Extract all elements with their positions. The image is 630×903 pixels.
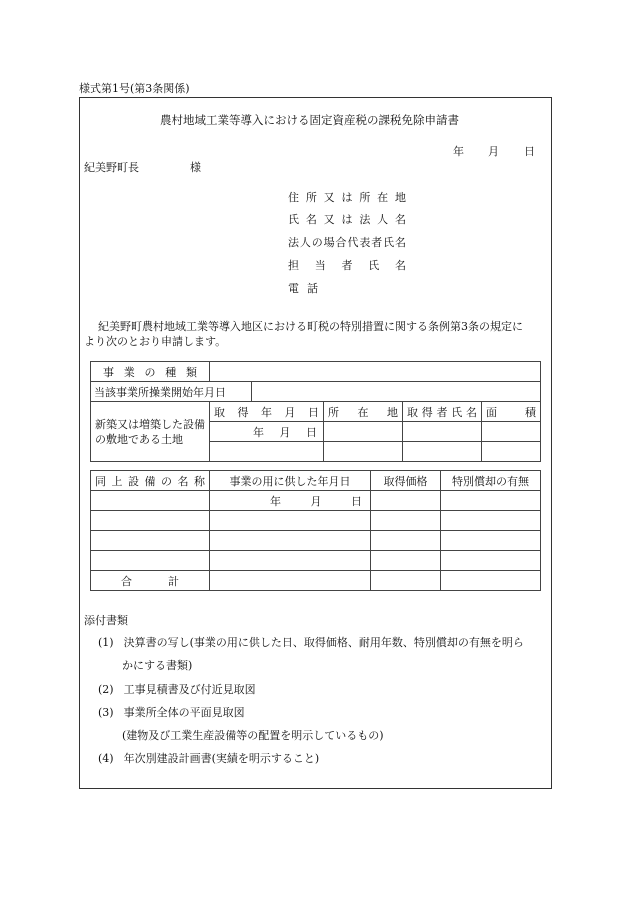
equipment-name-cell[interactable] xyxy=(91,551,210,571)
attachment-text: 決算書の写し(事業の用に供した日、取得価格、耐用年数、特別償却の有無を明ら xyxy=(123,636,524,649)
land-acquirer-cell-2[interactable] xyxy=(403,442,482,462)
business-type-cell[interactable] xyxy=(210,362,541,382)
body-text-line2: より次のとおり申請します。 xyxy=(84,335,227,348)
header-location: 所在地 xyxy=(324,402,403,422)
label-phone[interactable]: 電話 xyxy=(288,282,318,295)
land-date-cell[interactable]: 年 月 日 xyxy=(210,422,324,442)
depreciation-cell[interactable] xyxy=(441,551,541,571)
header-area: 面積 xyxy=(482,402,541,422)
date-year[interactable]: 年 xyxy=(453,145,464,158)
label-representative[interactable]: 法人の場合代表者氏名 xyxy=(288,236,406,249)
service-date-cell[interactable] xyxy=(210,551,371,571)
equipment-name-cell[interactable] xyxy=(91,531,210,551)
start-date-label: 当該事業所操業開始年月日 xyxy=(91,382,252,402)
price-cell[interactable] xyxy=(371,551,441,571)
price-cell[interactable] xyxy=(371,531,441,551)
header-special-depreciation: 特別償却の有無 xyxy=(441,471,541,491)
total-price-cell[interactable] xyxy=(371,571,441,591)
attachment-1 xyxy=(98,634,524,650)
depreciation-cell[interactable] xyxy=(441,531,541,551)
attachment-2 xyxy=(98,681,256,697)
header-acquirer-name: 取得者氏名 xyxy=(403,402,482,422)
total-date-cell[interactable] xyxy=(210,571,371,591)
attachment-number: (3) xyxy=(98,706,114,719)
total-label: 合計 xyxy=(91,571,210,591)
form-label: 様式第1号(第3条関係) xyxy=(79,82,190,95)
body-text-line1: 紀美野町農村地域工業等導入地区における町税の特別措置に関する条例第3条の規定に xyxy=(98,320,523,333)
label-address[interactable]: 住所又は所在地 xyxy=(288,191,406,204)
date-day[interactable]: 日 xyxy=(524,145,535,158)
attachment-1-cont: かにする書類) xyxy=(122,659,193,672)
attachment-3 xyxy=(98,704,245,720)
land-date-cell-2[interactable] xyxy=(210,442,324,462)
land-label: 新築又は増築した設備の敷地である土地 xyxy=(91,402,210,462)
price-cell[interactable] xyxy=(371,511,441,531)
header-acquisition-date: 取得年月日 xyxy=(210,402,324,422)
addressee-name: 紀美野町長 xyxy=(84,161,139,174)
depreciation-cell[interactable] xyxy=(441,491,541,511)
attachment-3-cont: (建物及び工業生産設備等の配置を明示しているもの) xyxy=(122,729,384,742)
header-equipment-name: 同上設備の名称 xyxy=(91,471,210,491)
land-area-cell[interactable] xyxy=(482,422,541,442)
form-title: 農村地域工業等導入における固定資産税の課税免除申請書 xyxy=(160,113,459,127)
date-month[interactable]: 月 xyxy=(488,145,499,158)
label-contact-person[interactable]: 担当者氏名 xyxy=(288,259,406,272)
header-acquisition-price: 取得価格 xyxy=(371,471,441,491)
equipment-name-cell[interactable] xyxy=(91,491,210,511)
equipment-table xyxy=(90,470,541,591)
land-location-cell[interactable] xyxy=(324,422,403,442)
land-table xyxy=(90,361,541,462)
equipment-name-cell[interactable] xyxy=(91,511,210,531)
service-date-cell[interactable] xyxy=(210,531,371,551)
land-location-cell-2[interactable] xyxy=(324,442,403,462)
business-type-label: 事業の種類 xyxy=(91,362,210,382)
depreciation-cell[interactable] xyxy=(441,511,541,531)
start-date-cell[interactable] xyxy=(252,382,541,402)
attachment-text: 事業所全体の平面見取図 xyxy=(123,706,245,719)
attachment-4 xyxy=(98,750,319,766)
label-name[interactable]: 氏名又は法人名 xyxy=(288,213,406,226)
attachments-heading: 添付書類 xyxy=(84,614,128,627)
land-acquirer-cell[interactable] xyxy=(403,422,482,442)
price-cell[interactable] xyxy=(371,491,441,511)
attachment-text: 工事見積書及び付近見取図 xyxy=(123,683,256,696)
attachment-number: (4) xyxy=(98,752,114,765)
total-depreciation-cell[interactable] xyxy=(441,571,541,591)
addressee-honorific: 様 xyxy=(190,161,201,174)
header-service-date: 事業の用に供した年月日 xyxy=(210,471,371,491)
service-date-cell[interactable] xyxy=(210,511,371,531)
attachment-number: (1) xyxy=(98,636,114,649)
land-area-cell-2[interactable] xyxy=(482,442,541,462)
service-date-cell[interactable]: 年 月 日 xyxy=(210,491,371,511)
attachment-text: 年次別建設計画書(実績を明示すること) xyxy=(123,752,320,765)
attachment-number: (2) xyxy=(98,683,114,696)
